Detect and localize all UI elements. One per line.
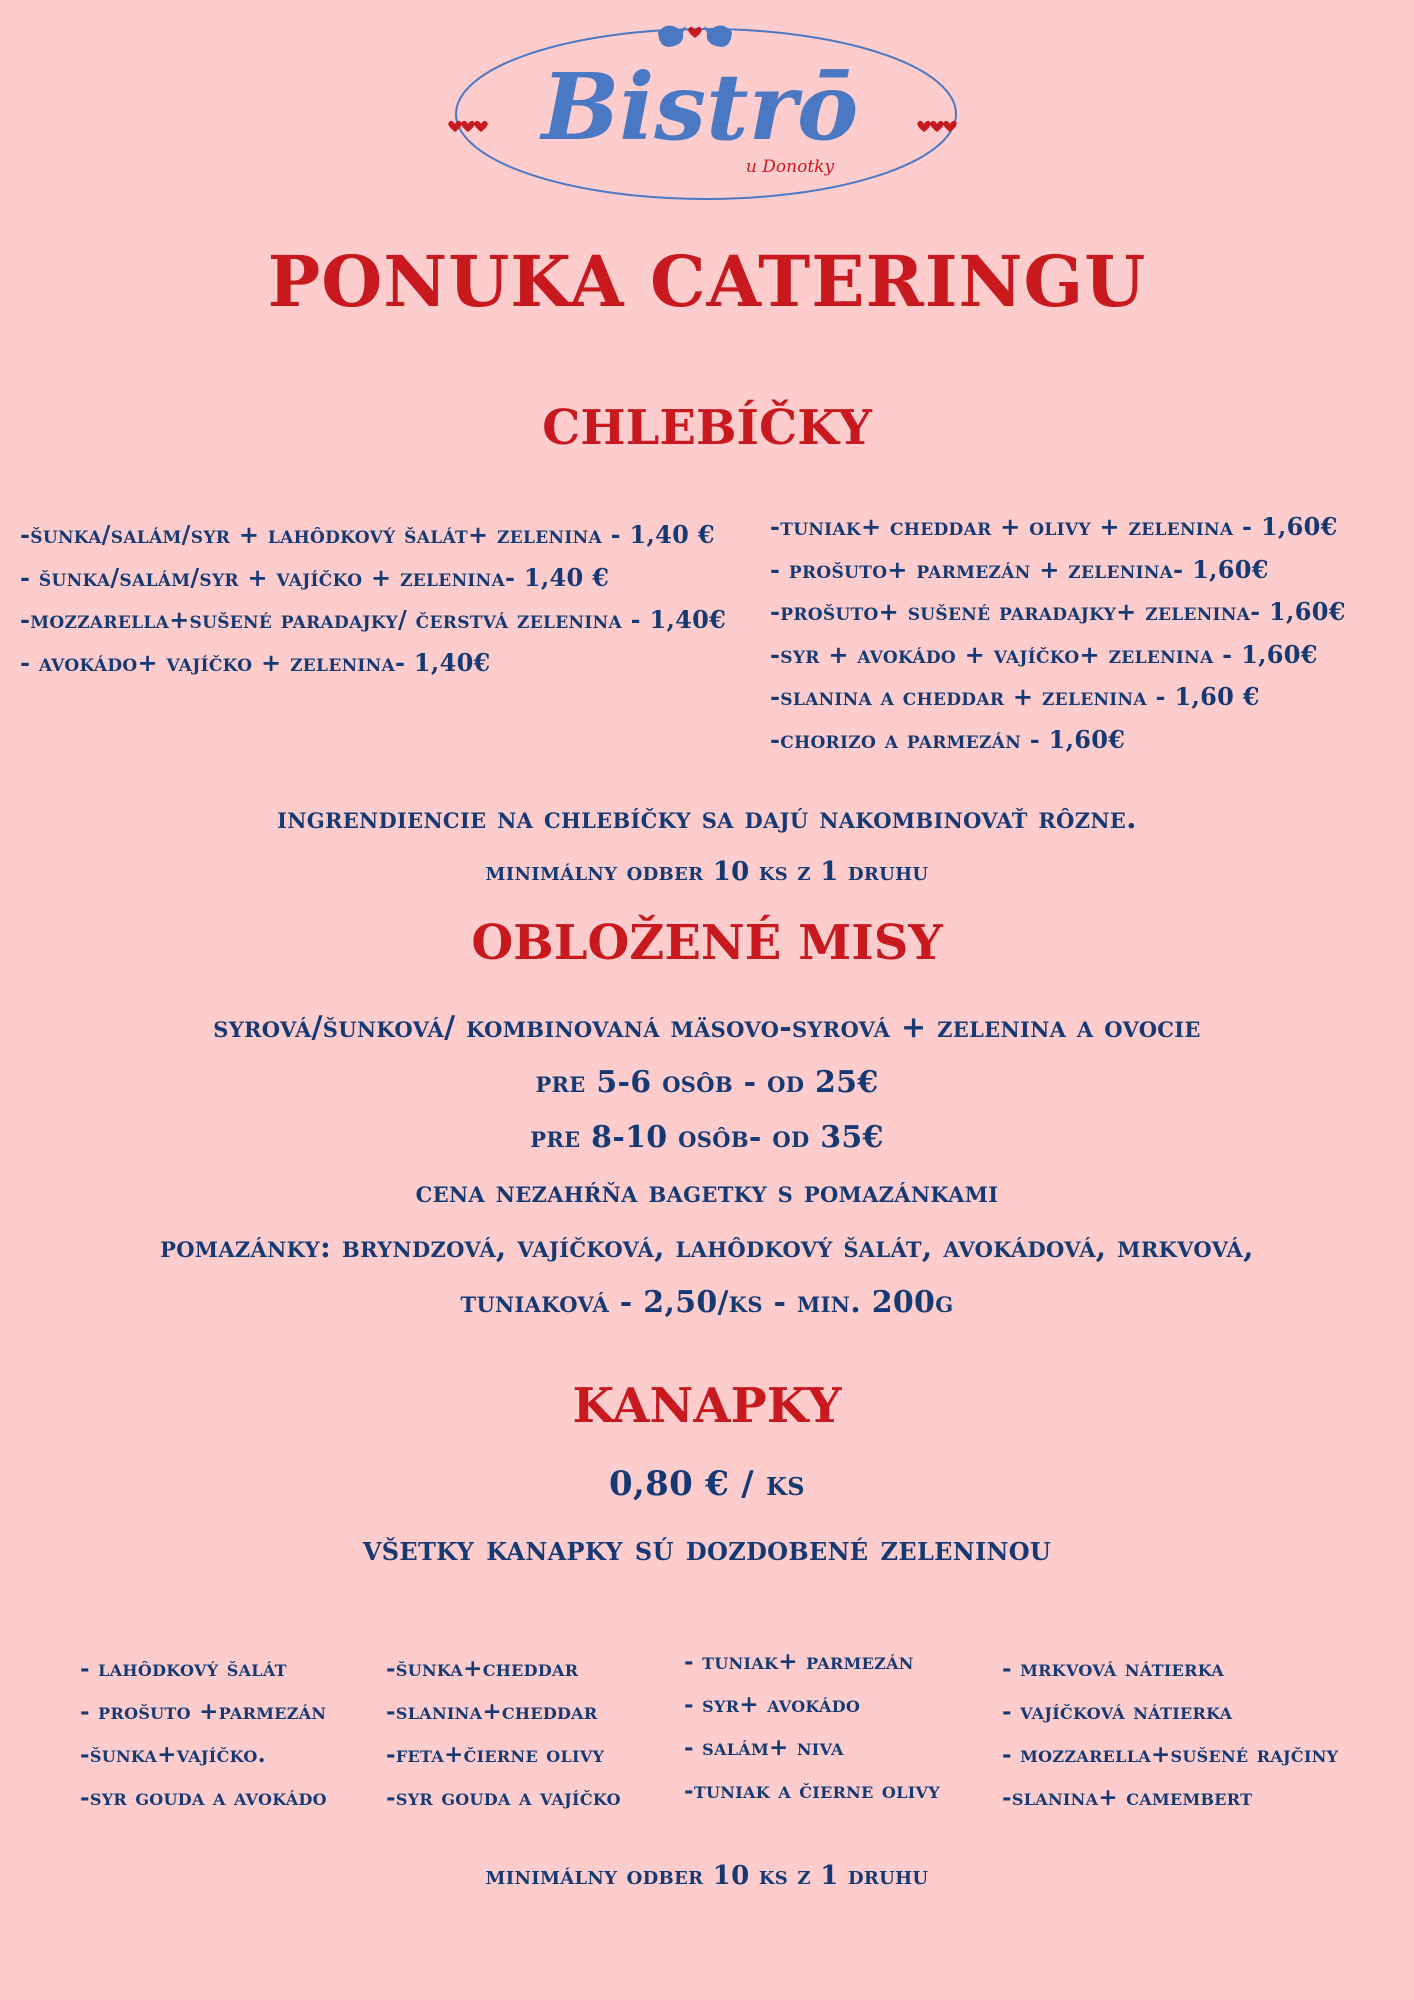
list-item: -syr gouda a avokádo	[80, 1784, 327, 1811]
list-item: -šunka/salám/syr + lahôdkový šalát+ zelenina - 1,40 €	[20, 520, 715, 549]
list-item: -slanina a cheddar + zelenina - 1,60 €	[770, 682, 1260, 711]
list-item: - vajíčková nátierka	[1002, 1698, 1233, 1725]
misy-details	[0, 1000, 1414, 1330]
misy-line: cena nezahŕňa bagetky s pomazánkami	[415, 1175, 999, 1210]
kanapky-note: všetky kanapky sú dozdobené zeleninou	[362, 1529, 1052, 1569]
kanapky-column-4	[1002, 1647, 1338, 1819]
chlebicky-note: ingrendiencie na chlebíčky sa dajú nakombinovať rôzne.	[277, 801, 1137, 836]
list-item: -mozzarella+sušené paradajky/ čerstvá zelenina - 1,40€	[20, 605, 727, 634]
list-item: - salám+ niva	[684, 1734, 844, 1761]
list-item: - prošuto +parmezán	[80, 1698, 327, 1725]
list-item: - mrkvová nátierka	[1002, 1655, 1224, 1682]
list-item: - avokádo+ vajíčko + zelenina- 1,40€	[20, 647, 491, 677]
chlebicky-list-left	[20, 514, 726, 684]
list-item: - mozzarella+sušené rajčiny	[1002, 1741, 1339, 1768]
page-title: PONUKA CATERINGU	[267, 240, 1147, 323]
hearts-right-icon	[917, 121, 957, 132]
hearts-left-icon	[448, 121, 488, 132]
list-item: -tuniak a čierne olivy	[684, 1777, 940, 1804]
list-item: - lahôdkový šalát	[80, 1655, 287, 1682]
chlebicky-list-right	[770, 506, 1346, 761]
list-item: - syr+ avokádo	[684, 1691, 861, 1718]
misy-line: pre 8-10 osôb- od 35€	[530, 1120, 884, 1155]
list-item: -syr gouda a vajíčko	[386, 1784, 621, 1811]
kanapky-column-2	[386, 1647, 621, 1819]
list-item: -chorizo a parmezán - 1,60€	[770, 724, 1126, 754]
list-item: -syr + avokádo + vajíčko+ zelenina - 1,60€	[770, 639, 1318, 669]
section-heading-misy: OBLOŽENÉ MISY	[471, 915, 943, 971]
list-item: -šunka+cheddar	[386, 1655, 579, 1682]
kanapky-column-3	[684, 1640, 940, 1812]
list-item: -šunka+vajíčko.	[80, 1741, 266, 1768]
misy-line: pre 5-6 osôb - od 25€	[535, 1065, 879, 1100]
section-heading-kanapky: KANAPKY	[572, 1378, 842, 1434]
kanapky-minimum: minimálny odber 10 ks z 1 druhu	[485, 1861, 929, 1891]
logo-brand: Bistrō	[541, 53, 859, 161]
section-heading-chlebicky: CHLEBÍČKY	[542, 400, 872, 456]
kanapky-price: 0,80 € / ks	[609, 1464, 805, 1504]
list-item: -slanina+ camembert	[1002, 1784, 1253, 1811]
misy-line: tuniaková - 2,50/ks - min. 200g	[460, 1285, 954, 1320]
kanapky-column-1	[80, 1647, 327, 1819]
bistro-logo	[440, 14, 980, 214]
list-item: - prošuto+ parmezán + zelenina- 1,60€	[770, 554, 1269, 584]
logo-subtitle: u Donotky	[745, 157, 835, 177]
list-item: - tuniak+ parmezán	[684, 1648, 914, 1675]
misy-line: pomazánky: bryndzová, vajíčková, lahôdkový šalát, avokádová, mrkvová,	[160, 1230, 1254, 1265]
list-item: -feta+čierne olivy	[386, 1741, 605, 1768]
list-item: -slanina+cheddar	[386, 1698, 598, 1725]
list-item: - šunka/salám/syr + vajíčko + zelenina- 1,40 €	[20, 562, 610, 592]
list-item: -tuniak+ cheddar + olivy + zelenina - 1,60€	[770, 512, 1338, 541]
chlebicky-minimum: minimálny odber 10 ks z 1 druhu	[485, 857, 929, 887]
misy-line: syrová/šunková/ kombinovaná mäsovo-syrová + zelenina a ovocie	[213, 1010, 1201, 1045]
list-item: -prošuto+ sušené paradajky+ zelenina- 1,60€	[770, 597, 1346, 626]
